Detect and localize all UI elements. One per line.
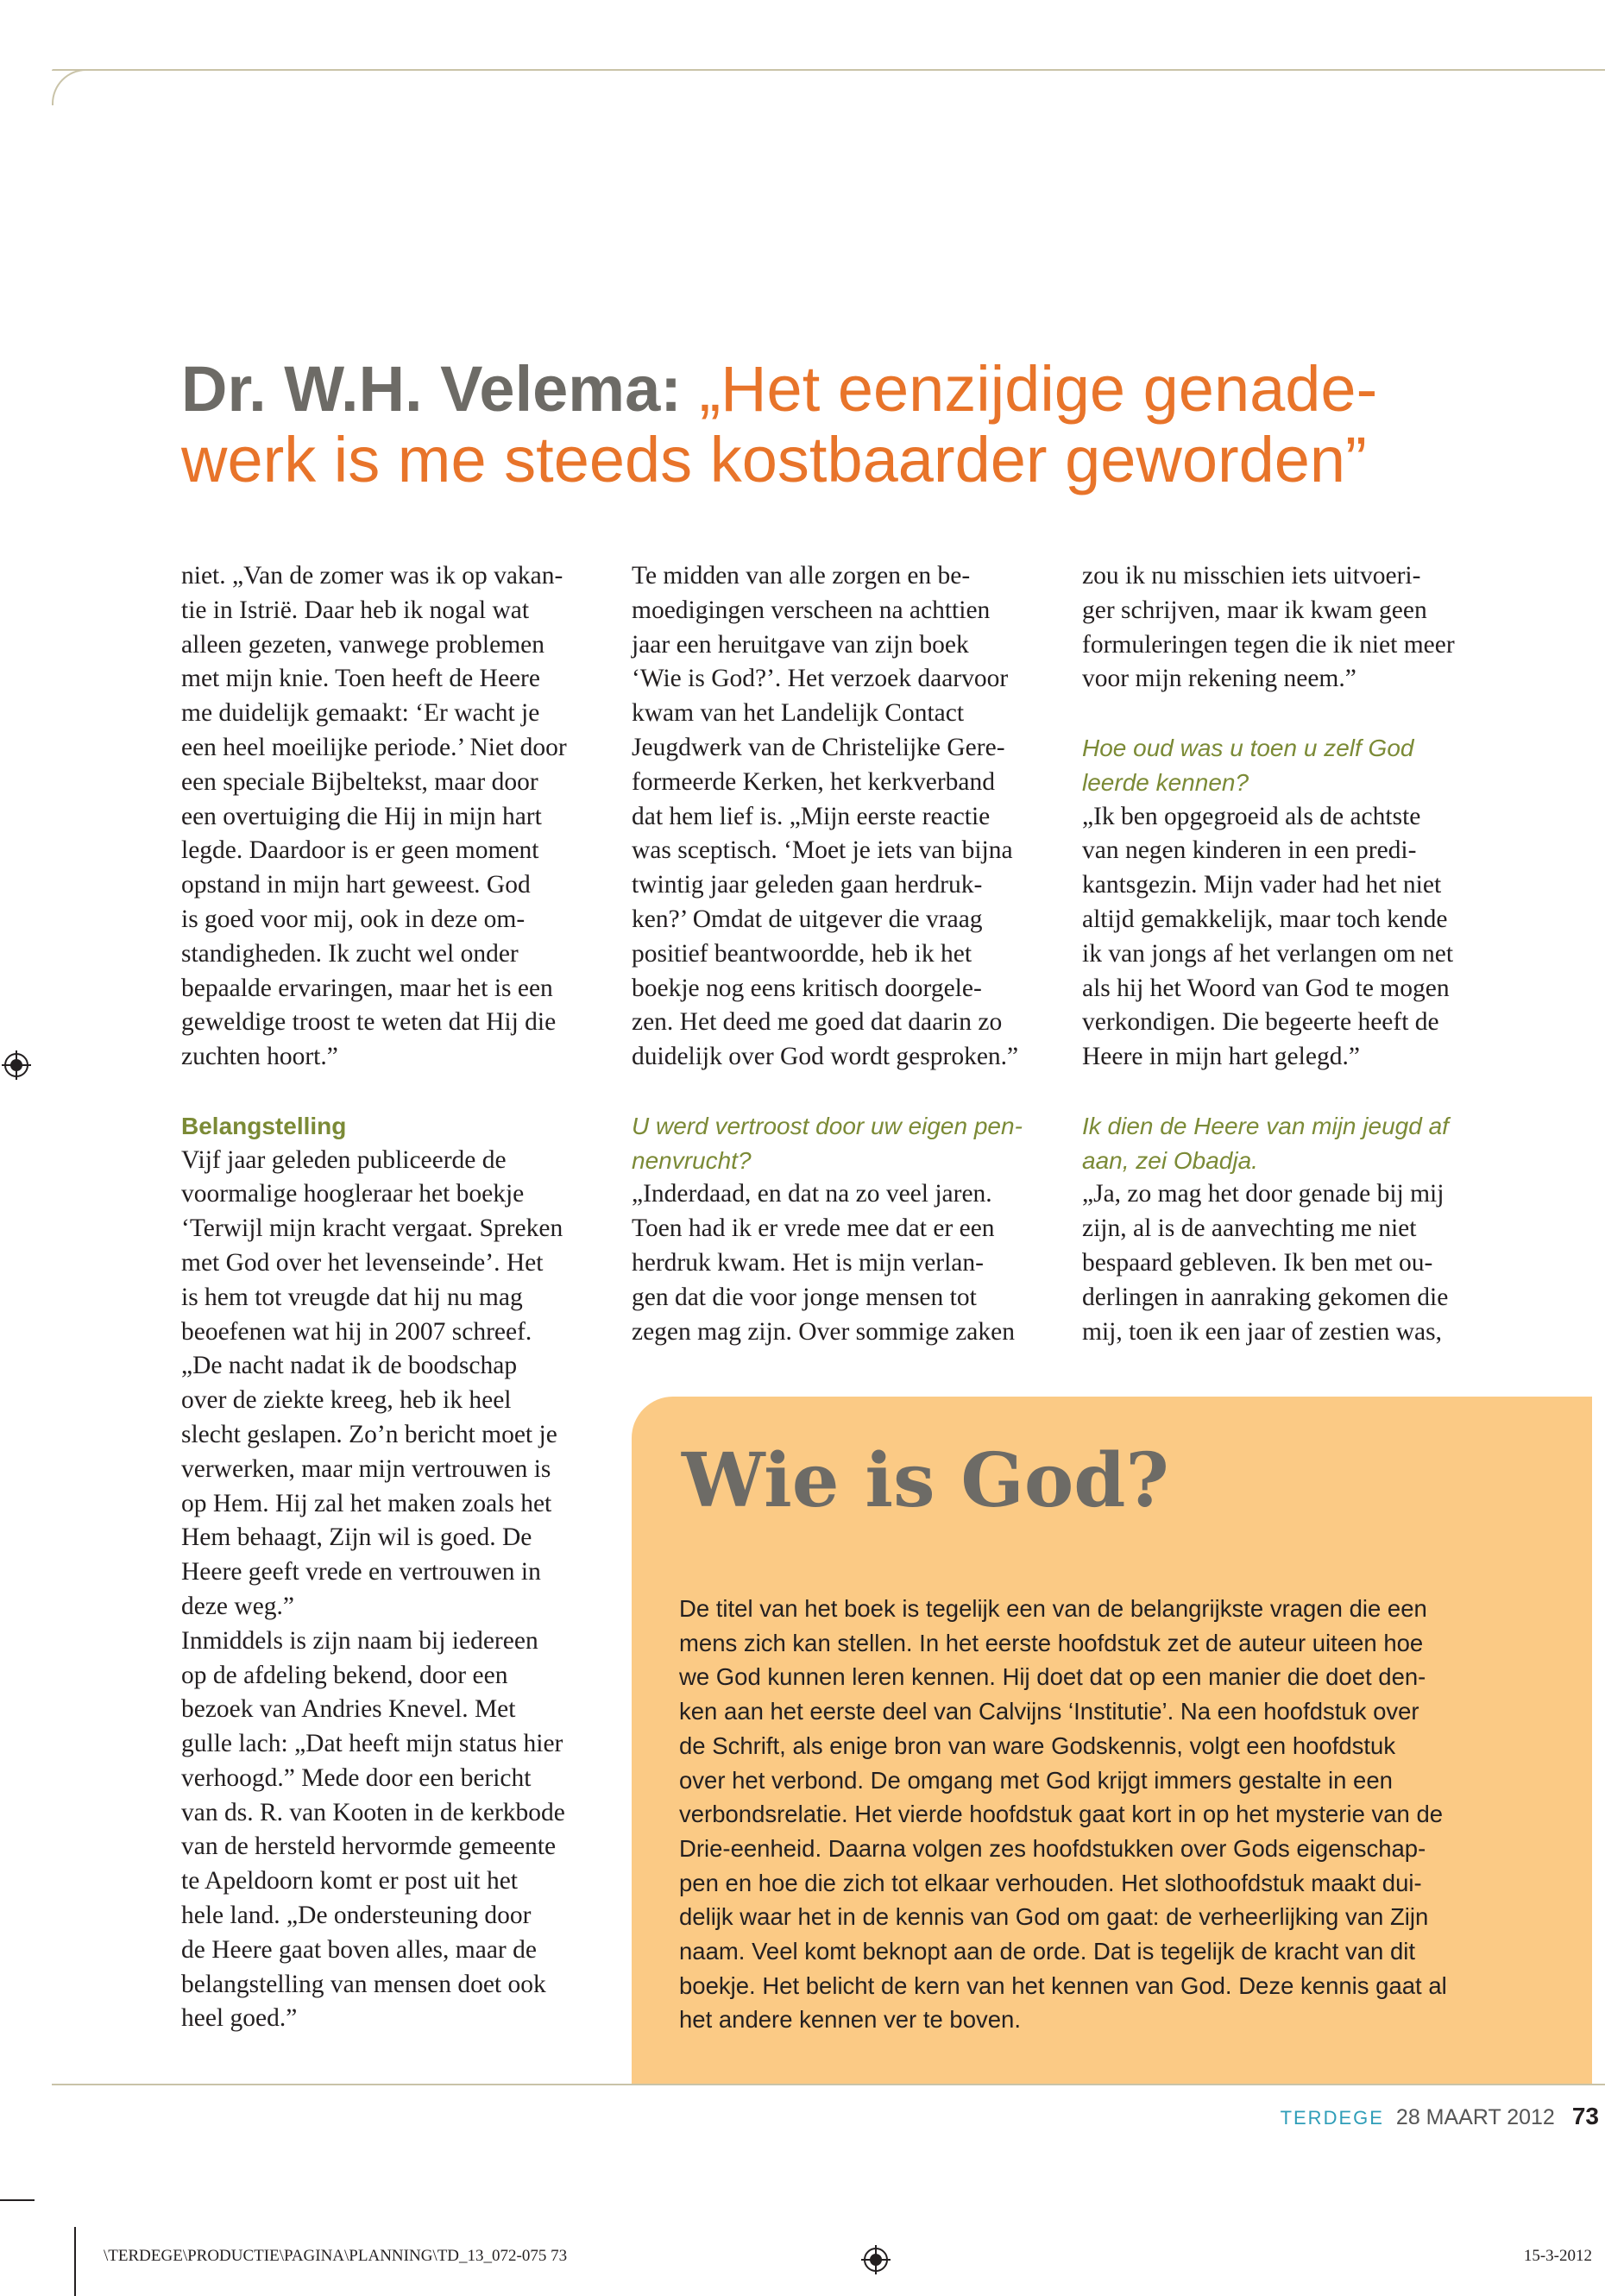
- sidebar-line: mens zich kan stellen. In het eerste hoofdstuk zet de auteur uiteen hoe: [679, 1629, 1424, 1656]
- registration-mark-icon: [861, 2245, 891, 2274]
- body-line: Vijf jaar geleden publiceerde de: [181, 1145, 507, 1174]
- col1-body-a: [181, 559, 608, 1075]
- body-line: de Heere gaat boven alles, maar de: [181, 1935, 537, 1964]
- body-line: met mijn knie. Toen heeft de Heere: [181, 665, 540, 693]
- sidebar-line: naam. Veel komt beknopt aan de orde. Dat is tegelijk de kracht van dit: [679, 1938, 1415, 1965]
- top-rule-corner: [52, 69, 88, 105]
- headline-name: Dr. W.H. Velema:: [181, 353, 682, 425]
- col2-body-b: [632, 1177, 1059, 1349]
- sidebar-line: De titel van het boek is tegelijk een van de belangrijkste vragen die een: [679, 1595, 1427, 1622]
- body-line: bespaard gebleven. Ik ben met ou-: [1082, 1248, 1433, 1277]
- body-line: Heere in mijn hart gelegd.”: [1082, 1043, 1360, 1071]
- sidebar-line: pen en hoe die zich tot elkaar verhouden. Het slothoofdstuk maakt dui-: [679, 1869, 1422, 1896]
- registration-mark-icon: [2, 1050, 31, 1080]
- sidebar-line: verbondsrelatie. Het vierde hoofdstuk gaat kort in op het mysterie van de: [679, 1801, 1444, 1828]
- body-line: als hij het Woord van God te mogen: [1082, 974, 1450, 1002]
- col3-body-a: [1082, 559, 1509, 697]
- body-line: tie in Istrië. Daar heb ik nogal wat: [181, 596, 530, 624]
- body-line: hele land. „De ondersteuning door: [181, 1902, 532, 1930]
- col3-question-2: [1082, 1109, 1509, 1178]
- body-line: „De nacht nadat ik de boodschap: [181, 1352, 518, 1380]
- text-column-2: [632, 559, 1059, 1349]
- body-line: Heere geeft vrede en vertrouwen in: [181, 1558, 541, 1586]
- body-line: van ds. R. van Kooten in de kerkbode: [181, 1798, 565, 1826]
- body-line: positief beantwoordde, heb ik het: [632, 939, 972, 968]
- body-line: beoefenen wat hij in 2007 schreef.: [181, 1317, 532, 1346]
- body-line: een overtuiging die Hij in mijn hart: [181, 802, 542, 830]
- body-line: zijn, al is de aanvechting me niet: [1082, 1214, 1417, 1243]
- body-line: moedigingen verscheen na achttien: [632, 596, 991, 624]
- body-line: formeerde Kerken, het kerkverband: [632, 767, 995, 796]
- body-line: zuchten hoort.”: [181, 1043, 338, 1071]
- body-line: ik van jongs af het verlangen om net: [1082, 939, 1454, 968]
- paragraph-gap: [1082, 697, 1509, 731]
- body-line: standigheden. Ik zucht wel onder: [181, 939, 519, 968]
- body-line: ‘Terwijl mijn kracht vergaat. Spreken: [181, 1214, 563, 1243]
- body-line: niet. „Van de zomer was ik op vakan-: [181, 562, 563, 590]
- body-line: is goed voor mij, ook in deze om-: [181, 905, 526, 933]
- headline-quote-line2: werk is me steeds kostbaarder geworden”: [181, 424, 1367, 495]
- body-line: van de hersteld hervormde gemeente: [181, 1832, 557, 1861]
- body-line: Toen had ik er vrede mee dat er een: [632, 1214, 995, 1243]
- body-line: een heel moeilijke periode.’ Niet door: [181, 733, 567, 761]
- print-slug-date: 15-3-2012: [1523, 2247, 1592, 2265]
- body-line: alleen gezeten, vanwege problemen: [181, 630, 544, 659]
- body-line: formuleringen tegen die ik niet meer: [1082, 630, 1455, 659]
- sidebar-line: Drie-eenheid. Daarna volgen zes hoofdstukken over Gods eigenschap-: [679, 1834, 1426, 1862]
- question-line: Hoe oud was u toen u zelf God: [1082, 734, 1414, 761]
- bottom-rule: [52, 2084, 1605, 2085]
- headline-quote-line1: „Het eenzijdige genade-: [699, 353, 1378, 425]
- body-line: herdruk kwam. Het is mijn verlan-: [632, 1248, 984, 1277]
- body-line: was sceptisch. ‘Moet je iets van bijna: [632, 836, 1013, 865]
- top-rule: [52, 69, 1605, 71]
- col1-body-b: [181, 1144, 608, 2037]
- issue-date: 28 MAART 2012: [1395, 2105, 1555, 2129]
- body-line: bezoek van Andries Knevel. Met: [181, 1695, 516, 1724]
- sidebar-line: delijk waar het in de kennis van God om gaat: de verheerlijking van Zijn: [679, 1903, 1429, 1931]
- crop-mark-vertical: [74, 2227, 76, 2296]
- sidebar-title: Wie is God?: [682, 1437, 1169, 1524]
- body-line: verkondigen. Die begeerte heeft de: [1082, 1008, 1439, 1037]
- question-line: nenvrucht?: [632, 1146, 752, 1174]
- body-line: gen dat die voor jonge mensen tot: [632, 1283, 977, 1311]
- col3-body-b: [1082, 800, 1509, 1075]
- body-line: bepaalde ervaringen, maar het is een: [181, 974, 553, 1002]
- body-line: me duidelijk gemaakt: ‘Er wacht je: [181, 699, 540, 728]
- body-line: slecht geslapen. Zo’n bericht moet je: [181, 1420, 557, 1448]
- body-line: ‘Wie is God?’. Het verzoek daarvoor: [632, 665, 1009, 693]
- body-line: „Ik ben opgegroeid als de achtste: [1082, 802, 1421, 830]
- body-line: zegen mag zijn. Over sommige zaken: [632, 1317, 1015, 1346]
- body-line: „Ja, zo mag het door genade bij mij: [1082, 1180, 1444, 1208]
- body-line: geweldige troost te weten dat Hij die: [181, 1008, 557, 1037]
- text-column-1: [181, 559, 608, 2036]
- body-line: ger schrijven, maar ik kwam geen: [1082, 596, 1427, 624]
- body-line: „Inderdaad, en dat na zo veel jaren.: [632, 1180, 992, 1208]
- magazine-name: TERDEGE: [1280, 2107, 1384, 2129]
- body-line: jaar een heruitgave van zijn boek: [632, 630, 969, 659]
- sidebar-line: boekje. Het belicht de kern van het kennen van God. Deze kennis gaat al: [679, 1971, 1447, 1999]
- body-line: Inmiddels is zijn naam bij iedereen: [181, 1626, 538, 1655]
- question-line: aan, zei Obadja.: [1082, 1146, 1258, 1174]
- body-line: met God over het levenseinde’. Het: [181, 1248, 544, 1277]
- col2-body-a: [632, 559, 1059, 1075]
- body-line: verhoogd.” Mede door een bericht: [181, 1763, 532, 1792]
- body-line: duidelijk over God wordt gesproken.”: [632, 1043, 1019, 1071]
- body-line: Te midden van alle zorgen en be-: [632, 562, 971, 590]
- body-line: zou ik nu misschien iets uitvoeri-: [1082, 562, 1421, 590]
- sidebar-line: het andere kennen ver te boven.: [679, 2006, 1021, 2034]
- body-line: op Hem. Hij zal het maken zoals het: [181, 1489, 552, 1517]
- subheading-belangstelling: Belangstelling: [181, 1112, 347, 1139]
- sidebar-line: de Schrift, als enige bron van ware Godskennis, volgt een hoofdstuk: [679, 1731, 1396, 1759]
- col3-question-1: [1082, 731, 1509, 800]
- question-line: leerde kennen?: [1082, 768, 1249, 796]
- page-footer: [1280, 2103, 1599, 2130]
- body-line: dat hem lief is. „Mijn eerste reactie: [632, 802, 991, 830]
- text-column-3: [1082, 559, 1509, 1349]
- body-line: voor mijn rekening neem.”: [1082, 665, 1356, 693]
- body-line: altijd gemakkelijk, maar toch kende: [1082, 905, 1448, 933]
- book-sidebar-box: [632, 1397, 1592, 2085]
- col3-body-c: [1082, 1177, 1509, 1349]
- paragraph-gap: [632, 1075, 1059, 1109]
- body-line: boekje nog eens kritisch doorgele-: [632, 974, 982, 1002]
- body-line: gulle lach: „Dat heeft mijn status hier: [181, 1730, 563, 1758]
- body-line: opstand in mijn hart geweest. God: [181, 871, 531, 899]
- print-slug-path: \TERDEGE\PRODUCTIE\PAGINA\PLANNING\TD_13_072-075 73: [104, 2247, 568, 2265]
- col2-question: [632, 1109, 1059, 1178]
- body-line: Hem behaagt, Zijn wil is goed. De: [181, 1523, 532, 1552]
- body-line: derlingen in aanraking gekomen die: [1082, 1283, 1449, 1311]
- body-line: ken?’ Omdat de uitgever die vraag: [632, 905, 983, 933]
- body-line: Jeugdwerk van de Christelijke Gere-: [632, 733, 1005, 761]
- body-line: deze weg.”: [181, 1592, 295, 1620]
- body-line: op de afdeling bekend, door een: [181, 1661, 508, 1689]
- body-line: van negen kinderen in een predi-: [1082, 836, 1417, 865]
- page-number: 73: [1571, 2103, 1599, 2129]
- sidebar-line: ken aan het eerste deel van Calvijns ‘Institutie’. Na een hoofdstuk over: [679, 1698, 1419, 1725]
- sidebar-body: [679, 1592, 1551, 2037]
- sidebar-line: we God kunnen leren kennen. Hij doet dat op een manier die doet den-: [679, 1663, 1426, 1691]
- question-line: Ik dien de Heere van mijn jeugd af: [1082, 1112, 1449, 1139]
- body-line: belangstelling van mensen doet ook: [181, 1970, 546, 1998]
- body-line: heel goed.”: [181, 2004, 298, 2033]
- body-line: twintig jaar geleden gaan herdruk-: [632, 871, 983, 899]
- body-line: zen. Het deed me goed dat daarin zo: [632, 1008, 1003, 1037]
- body-line: een speciale Bijbeltekst, maar door: [181, 767, 538, 796]
- paragraph-gap: [181, 1075, 608, 1109]
- body-line: verwerken, maar mijn vertrouwen is: [181, 1454, 551, 1483]
- body-line: mij, toen ik een jaar of zestien was,: [1082, 1317, 1442, 1346]
- body-line: te Apeldoorn komt er post uit het: [181, 1867, 518, 1895]
- crop-mark-horizontal: [0, 2199, 35, 2201]
- body-line: kwam van het Landelijk Contact: [632, 699, 965, 728]
- body-line: legde. Daardoor is er geen moment: [181, 836, 539, 865]
- sidebar-line: over het verbond. De omgang met God krijgt immers gestalte in een: [679, 1766, 1393, 1794]
- body-line: kantsgezin. Mijn vader had het niet: [1082, 871, 1442, 899]
- question-line: U werd vertroost door uw eigen pen-: [632, 1112, 1023, 1139]
- paragraph-gap: [1082, 1075, 1509, 1109]
- body-line: voormalige hoogleraar het boekje: [181, 1180, 525, 1208]
- body-line: over de ziekte kreeg, heb ik heel: [181, 1386, 512, 1415]
- body-line: is hem tot vreugde dat hij nu mag: [181, 1283, 523, 1311]
- article-headline: [181, 354, 1545, 495]
